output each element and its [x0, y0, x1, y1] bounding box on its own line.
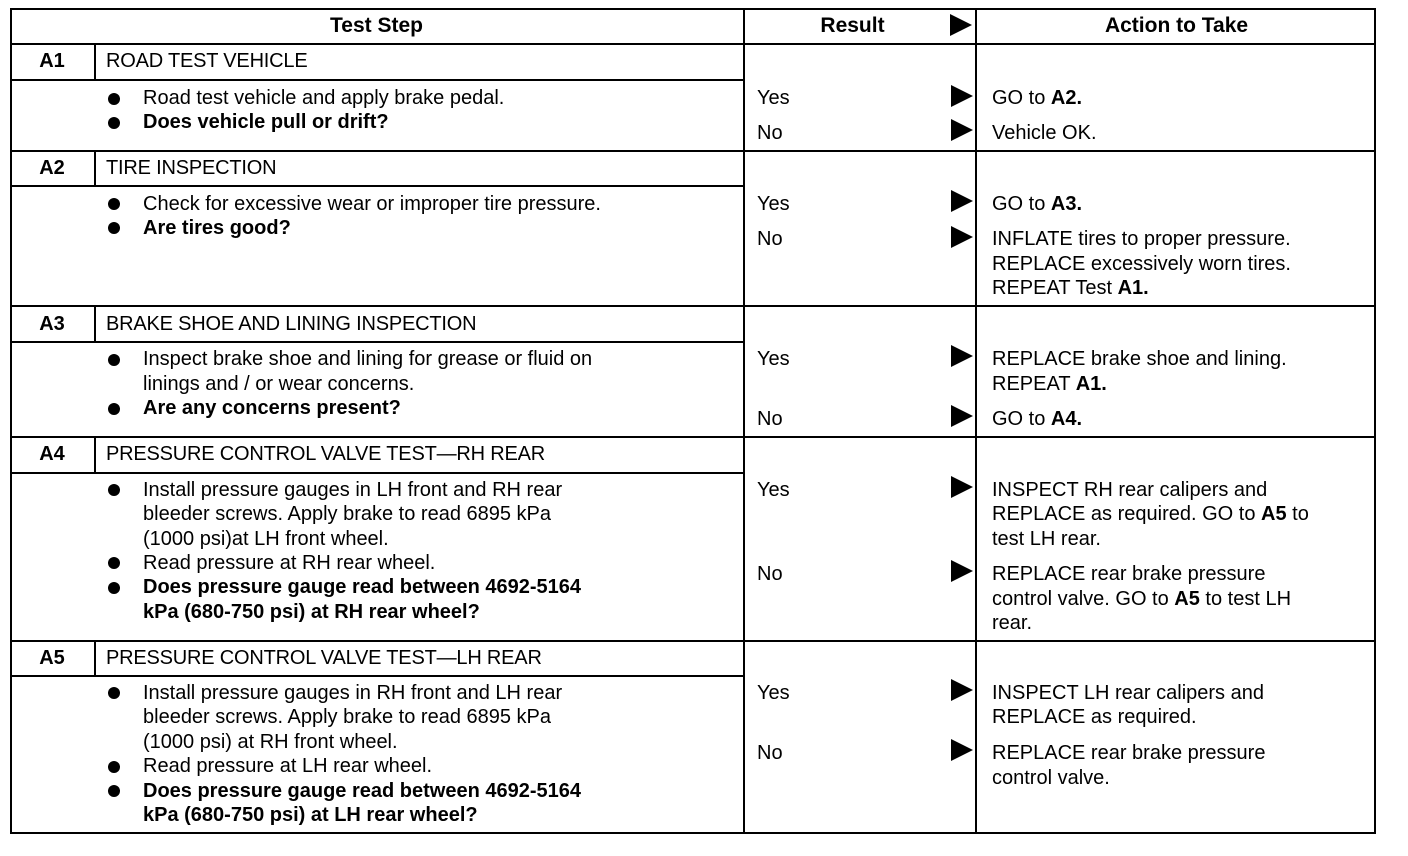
action-text-line: REPLACE as required. [992, 706, 1197, 728]
bullet-text: Install pressure gauges in RH front and LH rear [143, 682, 563, 704]
action-text-line: REPLACE as required. GO to A5 to [992, 503, 1309, 525]
arrow-icon [951, 739, 973, 761]
bullet-icon [108, 198, 120, 210]
bullet-icon [108, 785, 120, 797]
step-title: PRESSURE CONTROL VALVE TEST—LH REAR [106, 647, 542, 669]
step-id: A5 [39, 647, 65, 669]
result-yes: Yes [757, 348, 790, 370]
action-text-line: REPLACE excessively worn tires. [992, 253, 1291, 275]
bullet-icon [108, 117, 120, 129]
action-text-line: control valve. [992, 767, 1110, 789]
result-yes: Yes [757, 479, 790, 501]
action-text-line: test LH rear. [992, 528, 1101, 550]
result-yes: Yes [757, 87, 790, 109]
bullet-question: Does pressure gauge read between 4692-5164 [143, 780, 581, 802]
bullet-question-cont: kPa (680-750 psi) at LH rear wheel? [143, 804, 478, 826]
bullet-text: Read pressure at RH rear wheel. [143, 552, 436, 574]
step-title: PRESSURE CONTROL VALVE TEST—RH REAR [106, 443, 546, 465]
bullet-icon [108, 403, 120, 415]
action-text-line: REPLACE rear brake pressure [992, 742, 1266, 764]
result-no: No [757, 742, 783, 764]
step-id: A2 [39, 157, 65, 179]
header-test-step: Test Step [330, 14, 423, 37]
result-no: No [757, 408, 783, 430]
result-no: No [757, 228, 783, 250]
action-text: GO to A2. [992, 87, 1083, 109]
result-yes: Yes [757, 682, 790, 704]
action-text-line: REPEAT Test A1. [992, 277, 1149, 299]
bullet-icon [108, 222, 120, 234]
arrow-icon [951, 476, 973, 498]
action-text-line: REPLACE rear brake pressure [992, 563, 1266, 585]
bullet-text: Install pressure gauges in LH front and RH rear [143, 479, 563, 501]
bullet-question: Does pressure gauge read between 4692-5164 [143, 576, 581, 598]
bullet-text: Check for excessive wear or improper tire pressure. [143, 193, 601, 215]
bullet-text: Read pressure at LH rear wheel. [143, 755, 433, 777]
bullet-icon [108, 582, 120, 594]
header-action: Action to Take [1104, 14, 1249, 37]
bullet-text-cont: bleeder screws. Apply brake to read 6895 kPa [143, 503, 552, 525]
bullet-icon [108, 354, 120, 366]
step-title: ROAD TEST VEHICLE [106, 50, 308, 72]
arrow-icon [951, 85, 973, 107]
bullet-question: Does vehicle pull or drift? [143, 111, 389, 133]
bullet-icon [108, 687, 120, 699]
bullet-question: Are tires good? [143, 217, 291, 239]
action-text: GO to A3. [992, 193, 1083, 215]
action-text-line: rear. [992, 612, 1033, 634]
result-no: No [757, 122, 783, 144]
action-text-line: INFLATE tires to proper pressure. [992, 228, 1291, 250]
bullet-text-cont: (1000 psi)at LH front wheel. [143, 528, 389, 550]
action-text: GO to A4. [992, 408, 1083, 430]
bullet-icon [108, 761, 120, 773]
table-header [10, 8, 1376, 44]
arrow-icon [951, 190, 973, 212]
action-text: Vehicle OK. [992, 122, 1097, 144]
arrow-icon [951, 119, 973, 141]
result-no: No [757, 563, 783, 585]
bullet-text: Inspect brake shoe and lining for grease or fluid on [143, 348, 593, 370]
arrow-icon [951, 679, 973, 701]
bullet-text: Road test vehicle and apply brake pedal. [143, 87, 505, 109]
action-text-line: REPEAT A1. [992, 373, 1107, 395]
step-id: A3 [39, 313, 65, 335]
step-title: BRAKE SHOE AND LINING INSPECTION [106, 313, 477, 335]
action-text-line: REPLACE brake shoe and lining. [992, 348, 1287, 370]
arrow-icon [951, 405, 973, 427]
bullet-icon [108, 557, 120, 569]
action-text-line: INSPECT LH rear calipers and [992, 682, 1264, 704]
step-id: A4 [39, 443, 65, 465]
bullet-question-cont: kPa (680-750 psi) at RH rear wheel? [143, 601, 480, 623]
bullet-question: Are any concerns present? [143, 397, 401, 419]
arrow-icon [951, 345, 973, 367]
bullet-text-cont: (1000 psi) at RH front wheel. [143, 731, 398, 753]
result-yes: Yes [757, 193, 790, 215]
step-title: TIRE INSPECTION [106, 157, 277, 179]
arrow-icon [951, 560, 973, 582]
header-result: Result [820, 14, 885, 37]
step-id: A1 [39, 50, 65, 72]
bullet-text-cont: linings and / or wear concerns. [143, 373, 415, 395]
bullet-icon [108, 484, 120, 496]
bullet-icon [108, 93, 120, 105]
bullet-text-cont: bleeder screws. Apply brake to read 6895 kPa [143, 706, 552, 728]
action-text-line: INSPECT RH rear calipers and [992, 479, 1268, 501]
arrow-icon [951, 226, 973, 248]
arrow-icon [950, 14, 972, 36]
action-text-line: control valve. GO to A5 to test LH [992, 588, 1292, 610]
